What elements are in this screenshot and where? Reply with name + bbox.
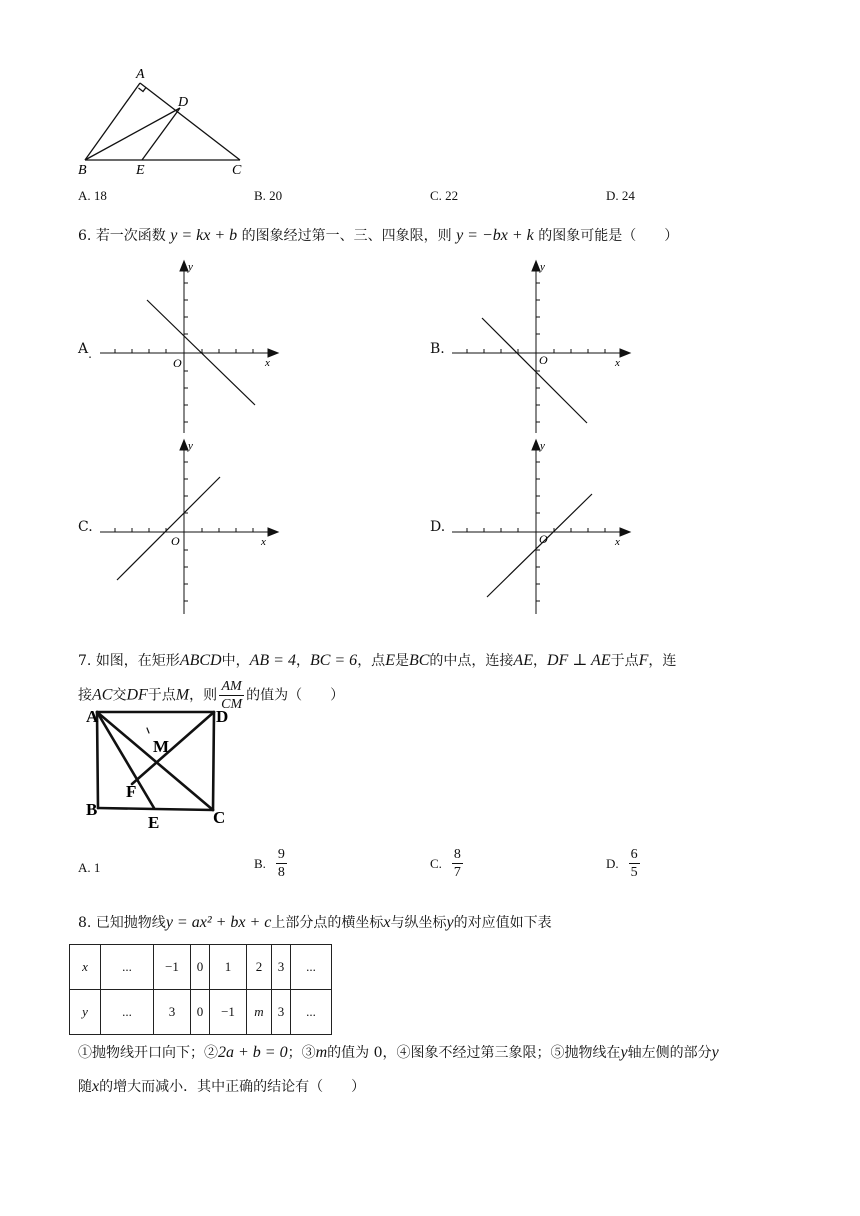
q6-graph-label-b[interactable]: B.	[430, 341, 445, 357]
q7-option-c[interactable]: C. $\frac{8}{7}$	[430, 847, 461, 880]
q7-rectangle-figure	[84, 702, 234, 832]
q5-option-a[interactable]: A. 18	[78, 188, 107, 203]
svg-text:O: O	[539, 353, 548, 367]
q7-option-d[interactable]: D. $\frac{6}{5}$	[606, 847, 638, 880]
svg-text:x: x	[261, 536, 266, 548]
q7-stem-line-1: 7. 如图，在矩形ABCD中，AB = 4，BC = 6，点E是BC的中点，连接AE，DF ⊥ AE于点F，连	[78, 652, 677, 669]
q8-stem: 8. 已知抛物线y = ax² + bx + c上部分点的横坐标x与纵坐标y的对应值如下表	[78, 914, 552, 931]
svg-text:A: A	[86, 707, 99, 726]
q6-graph-b[interactable]	[447, 258, 637, 438]
q5-label-a: A	[136, 67, 145, 82]
q7-option-a[interactable]: A. 1	[78, 860, 101, 875]
svg-text:x: x	[615, 357, 620, 369]
svg-text:C: C	[213, 808, 226, 827]
q6-graph-a[interactable]	[95, 258, 285, 438]
svg-text:O: O	[539, 532, 548, 546]
q5-option-c[interactable]: C. 22	[430, 188, 459, 203]
svg-text:F: F	[126, 782, 137, 801]
svg-text:y: y	[540, 440, 545, 452]
svg-text:B: B	[86, 800, 98, 819]
q5-label-c: C	[232, 163, 242, 178]
svg-text:D: D	[216, 707, 229, 726]
svg-text:O: O	[173, 356, 182, 370]
q6-graph-label-a[interactable]: A.	[78, 341, 92, 361]
svg-text:M: M	[153, 737, 170, 756]
q6-graph-b-line	[482, 318, 587, 423]
svg-text:y: y	[188, 261, 193, 273]
table-row: y ... 3 0 −1 m 3 ...	[70, 990, 332, 1035]
q5-label-d: D	[178, 95, 189, 110]
q8-statements-line-1: ①抛物线开口向下；②2a + b = 0；③m的值为 0，④图象不经过第三象限；⑤抛物线在y轴左侧的部分y	[78, 1044, 719, 1061]
q7-fraction: $\frac{AM}{CM}$	[221, 679, 243, 712]
q5-option-b[interactable]: B. 20	[254, 188, 283, 203]
table-row: x ... −1 0 1 2 3 ...	[70, 945, 332, 990]
q6-graph-label-d[interactable]: D.	[430, 519, 446, 535]
q8-statements-line-2: 随x的增大而减小．其中正确的结论有（ ）	[78, 1078, 366, 1095]
svg-text:y: y	[540, 261, 545, 273]
q6-graph-c[interactable]	[95, 437, 285, 617]
svg-text:y: y	[188, 440, 193, 452]
q8-value-table	[69, 944, 332, 1035]
q5-option-d[interactable]: D. 24	[606, 188, 635, 203]
q6-graph-label-c[interactable]: C.	[78, 519, 93, 535]
q6-stem: 6. 若一次函数 y = kx + b 的图象经过第一、三、四象限，则 y = −bx + k 的图象可能是（ ）	[78, 227, 679, 244]
q5-label-b: B	[78, 163, 87, 178]
svg-text:x: x	[265, 357, 270, 369]
q6-graph-d[interactable]	[447, 437, 637, 617]
svg-text:O: O	[171, 534, 180, 548]
q5-label-e: E	[136, 163, 145, 178]
q7-option-b[interactable]: B. $\frac{9}{8}$	[254, 847, 285, 880]
svg-text:E: E	[148, 813, 160, 832]
svg-text:x: x	[615, 536, 620, 548]
q7-stem-line-2b: 接AC交DF于点M，则 $\frac{AM}{CM}$ 的值为（ ）	[78, 679, 345, 712]
q5-triangle-figure	[70, 60, 260, 180]
